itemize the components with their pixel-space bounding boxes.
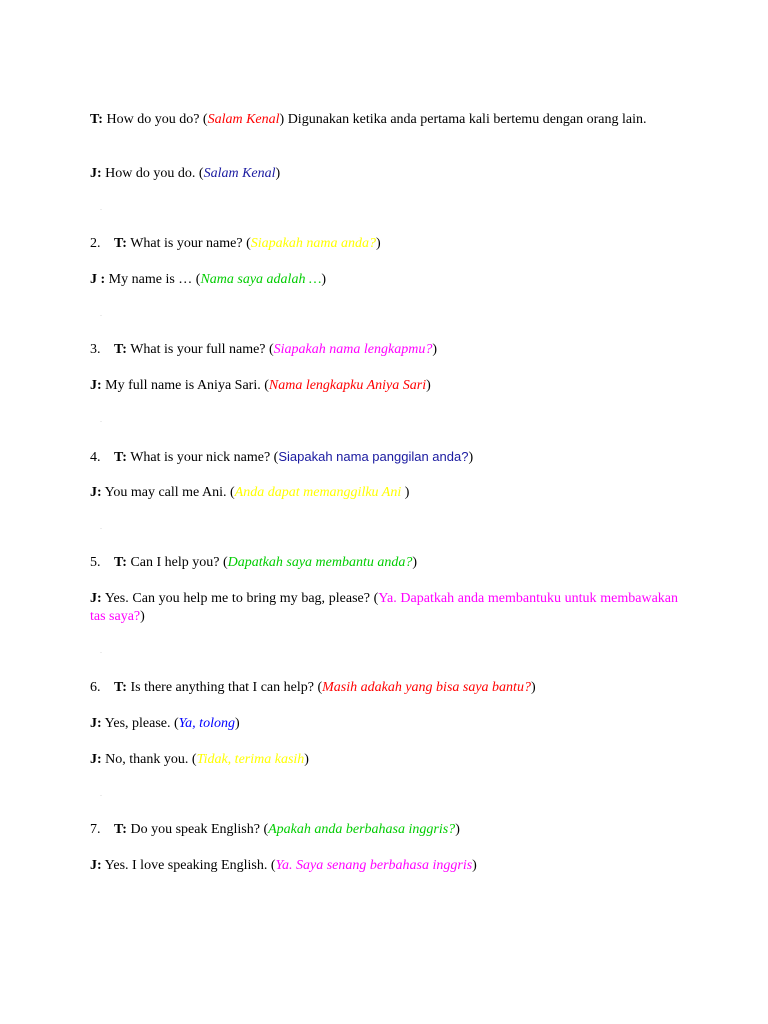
- answer-3: [90, 377, 678, 395]
- answer-text: Yes. I love speaking English. (: [101, 858, 276, 873]
- answer-text: Yes, please. (: [101, 716, 179, 731]
- answer-translation: Anda dapat memanggilku Ani: [234, 485, 402, 500]
- answer-translation: Nama lengkapku Aniya Sari: [268, 378, 427, 393]
- separator-dot: .: [100, 203, 102, 212]
- question-translation: Siapakah nama lengkapmu?: [273, 342, 433, 357]
- answer-text: How do you do. (: [101, 166, 204, 181]
- question-text-after: ): [375, 236, 381, 251]
- answer-text-after: ): [234, 716, 240, 731]
- answer-text: You may call me Ani. (: [101, 485, 235, 500]
- item-number: 4.: [90, 450, 101, 465]
- answer-translation: Ya. Saya senang berbahasa inggris: [275, 858, 473, 873]
- answer-label: J:: [90, 858, 102, 873]
- question-translation: Apakah anda berbahasa inggris?: [268, 822, 456, 837]
- item-number: 7.: [90, 822, 101, 837]
- answer-text-after: ): [401, 485, 410, 500]
- question-label: T:: [114, 555, 127, 570]
- question-text: Is there anything that I can help? (: [126, 680, 323, 695]
- answer-4: [90, 484, 678, 502]
- question-text-after: ): [455, 822, 460, 837]
- answer-translation: Tidak, terima kasih: [196, 752, 305, 767]
- answer-label: J:: [90, 591, 102, 606]
- question-label: T:: [114, 680, 127, 695]
- answer-translation: Salam Kenal: [203, 166, 276, 181]
- question-label: T:: [114, 822, 127, 837]
- answer-text: My full name is Aniya Sari. (: [101, 378, 269, 393]
- question-1: [90, 111, 678, 129]
- question-text: What is your name? (: [126, 236, 251, 251]
- question-5: [90, 554, 678, 572]
- separator-dot: .: [100, 789, 102, 798]
- separator-dot: .: [100, 309, 102, 318]
- question-translation: Dapatkah saya membantu anda?: [227, 555, 413, 570]
- separator-dot: .: [100, 415, 102, 424]
- question-label: T:: [90, 112, 103, 127]
- item-number: 6.: [90, 680, 101, 695]
- question-text-after: ): [432, 342, 437, 357]
- item-number: 2.: [90, 236, 101, 251]
- answer-translation: Ya, tolong: [178, 716, 235, 731]
- answer-1: [90, 165, 678, 183]
- question-text: How do you do? (: [102, 112, 208, 127]
- answer-translation: Ya. Dapatkah anda membantuku untuk membawakan tas saya?: [90, 591, 678, 624]
- answer-2: [90, 271, 678, 289]
- question-text-after: ): [530, 680, 536, 695]
- question-2: [90, 235, 678, 253]
- answer-label: J:: [90, 378, 102, 393]
- answer-label: J:: [90, 752, 102, 767]
- answer-label: J:: [90, 716, 102, 731]
- question-text: Can I help you? (: [126, 555, 228, 570]
- question-text: Do you speak English? (: [126, 822, 269, 837]
- answer-text: No, thank you. (: [101, 752, 197, 767]
- answer-label: J:: [90, 166, 102, 181]
- question-text-after: ): [412, 555, 418, 570]
- answer-6a: [90, 715, 678, 733]
- question-6: [90, 679, 678, 697]
- answer-text: Yes. Can you help me to bring my bag, please? (: [101, 591, 379, 606]
- question-3: [90, 341, 678, 359]
- answer-text-after: ): [304, 752, 309, 767]
- answer-text-after: ): [472, 858, 477, 873]
- answer-text-after: ): [321, 272, 327, 287]
- answer-7: [90, 857, 678, 875]
- question-translation: Masih adakah yang bisa saya bantu?: [322, 680, 531, 695]
- separator-dot: .: [100, 646, 102, 655]
- question-text: What is your nick name? (: [126, 450, 279, 465]
- answer-text: My name is … (: [105, 272, 201, 287]
- question-translation: Siapakah nama panggilan anda?: [278, 449, 469, 464]
- question-label: T:: [114, 450, 127, 465]
- answer-text-after: ): [426, 378, 431, 393]
- question-7: [90, 821, 678, 839]
- separator-dot: .: [100, 522, 102, 531]
- answer-5: [90, 590, 678, 626]
- question-label: T:: [114, 342, 127, 357]
- answer-label: J :: [90, 272, 106, 287]
- question-label: T:: [114, 236, 127, 251]
- question-translation: Siapakah nama anda?: [250, 236, 376, 251]
- answer-6b: [90, 751, 678, 769]
- answer-label: J:: [90, 485, 102, 500]
- question-text-after: ) Digunakan ketika anda pertama kali bertemu dengan orang lain.: [279, 112, 647, 127]
- question-text-after: ): [468, 450, 474, 465]
- answer-text-after: ): [275, 166, 281, 181]
- item-number: 3.: [90, 342, 101, 357]
- question-4: [90, 448, 678, 467]
- answer-text-after: ): [140, 609, 145, 624]
- item-number: 5.: [90, 555, 101, 570]
- question-text: What is your full name? (: [126, 342, 274, 357]
- question-translation: Salam Kenal: [207, 112, 280, 127]
- answer-translation: Nama saya adalah …: [200, 272, 322, 287]
